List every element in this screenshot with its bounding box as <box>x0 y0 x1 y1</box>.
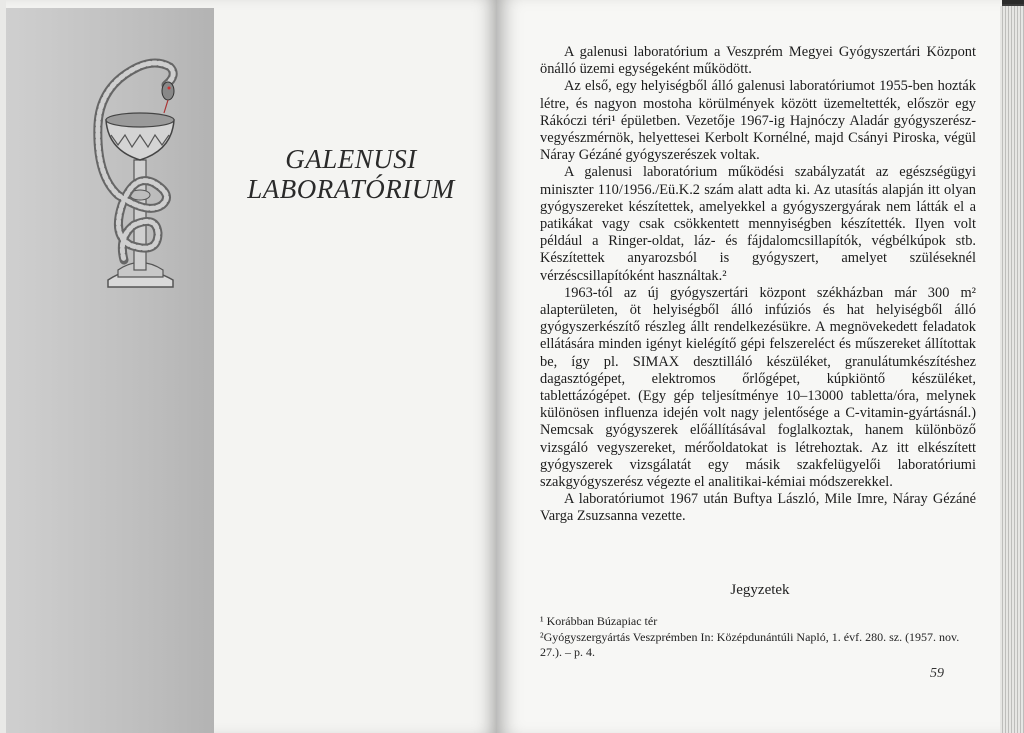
paragraph: 1963-tól az új gyógyszertári központ székházban már 300 m² alapterületen, öt helyiségből álló infúziós és hat helyiségből álló gyógyszerkészítő részleg állt rendelkezésükre. A megnövekedett feladatok ellátására minden igényt kielégítő gépi felszereléct és műszereket állítottak be, így pl. SIMAX desztilláló készüléket, granulátumkészítéshez dagasztógépet, elektromos őrlőgépet, kúpkiöntő készüléket, tablettázógépet. (Egy gép teljesítménye 10–13000 tabletta/óra, melynek különösen influenza idején volt nagy jelentősége a C-vitamin-gyártásnál.) Nemcsak gyógyszerek előállításával foglalkoztak, hanem különböző vizsgáló vegyszereket, mérőoldatokat is létrehoztak. Az itt elkészített gyógyszerek vizsgálatát egy másik szakfelügyelői laboratóriumi szakgyógyszerész végezte el analitikai-kémiai módszerekkel. <box>540 284 976 491</box>
left-page <box>0 0 497 733</box>
paragraph: Az első, egy helyiségből álló galenusi laboratóriumot 1955-ben hozták létre, és nagyon mostoha körülmények között üzemeltették, először egy Rákóczi téri¹ épületben. Vezetője 1967-ig Hajnóczy Aladár gyógyszerész-vegyészmérnök, helyettesei Kerbolt Kornélné, majd Csányi Piroska, végül Náray Gézáné gyógyszerészek voltak. <box>540 78 976 164</box>
paragraph: A galenusi laboratórium működési szabályzatát az egészségügyi miniszter 110/1956./Eü.K.2 szám alatt adta ki. Az utasítás alapján itt olyan gyógyszereket készítettek, amelyekkel a gyógyszergyárak nem látták el a patikákat vagy csak csökkentett mennyiségben készítették. Ilyen volt például a Ringer-oldat, láz- és fájdalomcsillapítók, végbélkúpok stb. Készítettek anyarozsból is gyógyszert, amelyet szüléseknél vérzéscsillapítóként használtak.² <box>540 164 976 284</box>
body-text <box>540 44 976 526</box>
footnote: ²Gyógyszergyártás Veszprémben In: Középdunántúli Napló, 1. évf. 280. sz. (1957. nov. 27.). – p. 4. <box>540 630 960 659</box>
chapter-title-line-1: GALENUSI <box>285 144 417 174</box>
paragraph: A galenusi laboratórium a Veszprém Megyei Gyógyszertári Központ önálló üzemi egységeként működött. <box>540 44 976 78</box>
footnote: ¹ Korábban Búzapiac tér <box>540 614 658 628</box>
notes-heading: Jegyzetek <box>730 582 790 598</box>
paragraph: A laboratóriumot 1967 után Buftya László, Mile Imre, Náray Gézáné Varga Zsuzsanna vezette. <box>540 491 976 525</box>
page-number: 59 <box>930 666 944 681</box>
chapter-title-line-2: LABORATÓRIUM <box>247 174 455 204</box>
page-stack-edge <box>1000 6 1024 733</box>
bowl-of-hygieia-icon <box>78 55 198 295</box>
